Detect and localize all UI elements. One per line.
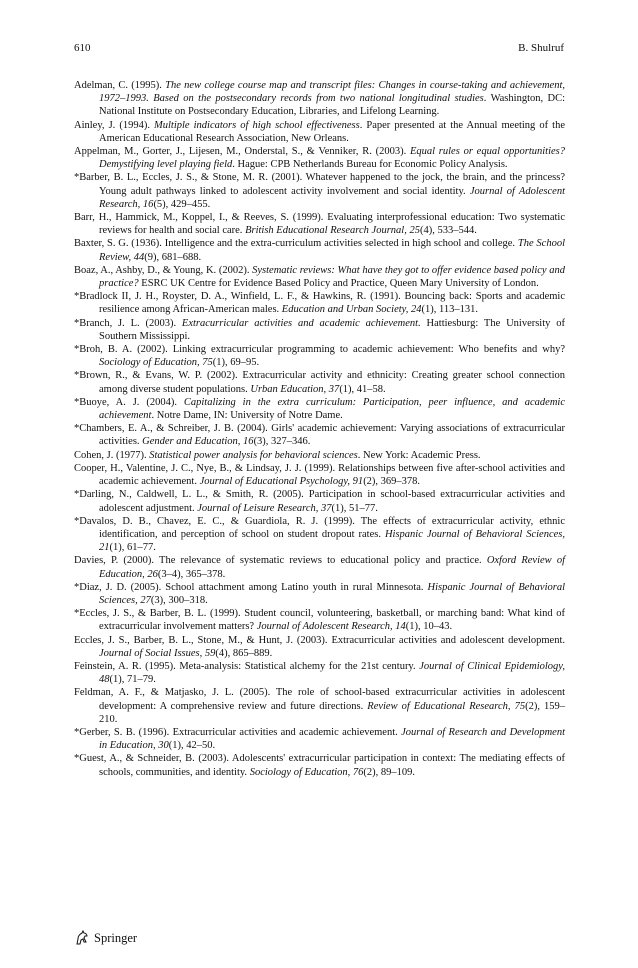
reference-source: Journal of Educational Psychology, 91 (199, 476, 364, 488)
reference-text: Feinstein, A. R. (1995). Meta-analysis: Statistical alchemy for the 21st century. (74, 660, 420, 672)
reference-text: (1), 10–43. (405, 621, 453, 633)
reference-text: (5), 429–455. (153, 198, 211, 210)
reference-entry (74, 726, 565, 752)
reference-source: Journal of Adolescent Research, 16 (99, 185, 566, 210)
reference-entry (74, 449, 565, 462)
reference-text: . New York: Academic Press. (357, 449, 481, 461)
reference-source: Sociology of Education, 75 (99, 357, 213, 369)
reference-text: *Eccles, J. S., & Barber, B. L. (1999). Student council, volunteering, basketball, or marching band: What kind of extracurricular involvement matters? (74, 608, 565, 633)
reference-entry (74, 488, 565, 514)
reference-text: *Darling, N., Caldwell, L. L., & Smith, R. (2005). Participation in school-based extracurricular activities and adolescent adjustment. (74, 489, 565, 514)
reference-text: *Guest, A., & Schneider, B. (2003). Adolescents' extracurricular participation in context: The mediating effects of schools, communities, and identity. (74, 753, 565, 778)
reference-entry (74, 211, 565, 237)
reference-entry (74, 462, 565, 488)
reference-text: *Chambers, E. A., & Schreiber, J. B. (2004). Girls' academic achievement: Varying associations of extracurricular activities. (74, 423, 565, 448)
reference-source: Journal of Social Issues, 59 (99, 647, 216, 659)
running-head: B. Shulruf (518, 42, 564, 54)
reference-text: *Bradlock II, J. H., Royster, D. A., Winfield, L. F., & Hawkins, R. (1991). Bouncing back: Sports and academic resilience among African-American males. (74, 291, 565, 316)
reference-text: *Diaz, J. D. (2005). School attachment among Latino youth in rural Minnesota. (74, 581, 428, 593)
reference-source: Gender and Education, 16 (142, 436, 254, 448)
reference-text: *Davalos, D. B., Chavez, E. C., & Guardiola, R. J. (1999). The effects of extracurricular activity, ethnic identification, and perception of school on student dropout rates. (74, 515, 565, 540)
reference-source: The School Review, 44 (99, 238, 566, 263)
reference-source: The new college course map and transcript files: Changes in course-taking and achievement, 1972–1993. Based on the postsecondary records from two national longitudinal studies (99, 80, 565, 105)
reference-text: (1), 61–77. (109, 542, 156, 554)
reference-text: (2), 159–210. (99, 700, 565, 725)
reference-entry (74, 581, 565, 607)
reference-source: Multiple indicators of high school effectiveness (154, 119, 360, 131)
reference-text: . Washington, DC: National Institute on Postsecondary Education, Libraries, and Lifelong Learning. (99, 93, 565, 118)
reference-text: Ainley, J. (1994). (74, 119, 154, 131)
reference-entry (74, 119, 565, 145)
page-footer (74, 930, 137, 946)
reference-text: (1), 113–131. (421, 304, 478, 316)
reference-entry (74, 686, 565, 726)
reference-source: Hispanic Journal of Behavioral Sciences, 21 (99, 528, 565, 554)
reference-text: Cooper, H., Valentine, J. C., Nye, B., & Lindsay, J. J. (1999). Relationships between five after-school activities and academic achievement. (74, 462, 565, 488)
reference-text: (9), 681–688. (144, 251, 202, 263)
reference-text: . Notre Dame, IN: University of Notre Dame. (151, 410, 343, 422)
reference-text: (3–4), 365–378. (157, 568, 226, 580)
reference-text: (1), 41–58. (339, 383, 386, 395)
reference-source: Capitalizing in the extra curriculum: Participation, peer influence, and academic achievement (99, 396, 565, 422)
reference-entry (74, 515, 565, 555)
reference-source: Education and Urban Society, 24 (281, 304, 422, 316)
reference-source: British Educational Research Journal, 25 (245, 225, 420, 237)
reference-text: Eccles, J. S., Barber, B. L., Stone, M., & Hunt, J. (2003). Extracurricular activities and adolescent development. (74, 634, 565, 646)
reference-text: *Buoye, A. J. (2004). (74, 396, 184, 408)
reference-entry (74, 343, 565, 369)
reference-text: *Gerber, S. B. (1996). Extracurricular activities and academic achievement. (74, 726, 402, 738)
reference-text: Hattiesburg: The University of Southern Mississippi. (99, 317, 565, 342)
reference-text: Cohen, J. (1977). (74, 449, 150, 461)
reference-source: Review of Educational Research, 75 (367, 700, 526, 712)
reference-text: (2), 369–378. (363, 476, 421, 488)
reference-text: (3), 300–318. (150, 594, 208, 606)
page-header (74, 42, 564, 56)
reference-text: Barr, H., Hammick, M., Koppel, I., & Reeves, S. (1999). Evaluating interprofessional education: Two systematic reviews for health and social care. (74, 212, 565, 237)
reference-text: *Brown, R., & Evans, W. P. (2002). Extracurricular activity and ethnicity: Creating greater school connection among diverse student populations. (74, 370, 565, 395)
reference-text: *Barber, B. L., Eccles, J. S., & Stone, M. R. (2001). Whatever happened to the jock, the brain, and the princess? Young adult pathways linked to adolescent activity involvement and social identity. (74, 172, 565, 197)
reference-source: Hispanic Journal of Behavioral Sciences, 27 (99, 581, 565, 606)
reference-list (74, 79, 565, 779)
reference-entry (74, 171, 565, 211)
reference-entry (74, 317, 565, 343)
reference-text: *Broh, B. A. (2002). Linking extracurricular programming to academic achievement: Who benefits and why? (74, 344, 565, 356)
reference-source: Urban Education, 37 (250, 383, 340, 395)
reference-entry (74, 290, 565, 316)
reference-text: ESRC UK Centre for Evidence Based Policy and Practice, Queen Mary University of London. (138, 278, 539, 290)
springer-horse-icon (74, 930, 90, 946)
publisher-name: Springer (94, 930, 138, 945)
reference-entry (74, 554, 565, 580)
reference-source: Journal of Adolescent Research, 14 (256, 621, 406, 633)
reference-source: Journal of Leisure Research, 37 (197, 502, 332, 514)
reference-entry (74, 79, 565, 119)
page-number: 610 (74, 42, 91, 54)
reference-source: Journal of Research and Development in Education, 30 (99, 726, 565, 752)
reference-entry (74, 422, 565, 448)
reference-text: (4), 865–889. (215, 647, 273, 659)
reference-text: Baxter, S. G. (1936). Intelligence and the extra-curriculum activities selected in high school and college. (74, 238, 518, 250)
reference-entry (74, 264, 565, 290)
reference-source: Statistical power analysis for behavioral sciences (149, 449, 358, 461)
reference-text: (3), 327–346. (253, 436, 311, 448)
reference-entry (74, 369, 565, 395)
reference-entry (74, 396, 565, 422)
reference-entry (74, 660, 565, 686)
reference-entry (74, 145, 565, 171)
reference-text: (1), 42–50. (168, 740, 216, 752)
reference-text: Davies, P. (2000). The relevance of systematic reviews to educational policy and practice. (74, 555, 487, 567)
reference-text: (1), 69–95. (212, 357, 260, 369)
reference-source: Equal rules or equal opportunities? Demystifying level playing field (99, 146, 565, 171)
reference-text: Adelman, C. (1995). (74, 80, 166, 91)
reference-entry (74, 237, 565, 263)
reference-text: . Hague: CPB Netherlands Bureau for Economic Policy Analysis. (232, 159, 508, 171)
reference-entry (74, 607, 565, 633)
reference-text: (2), 89–109. (363, 766, 416, 778)
reference-text: . Paper presented at the Annual meeting of the American Educational Research Association, New Orleans. (99, 119, 565, 144)
reference-text: Boaz, A., Ashby, D., & Young, K. (2002). (74, 264, 253, 276)
reference-source: Oxford Review of Education, 26 (99, 555, 565, 580)
reference-entry (74, 634, 565, 660)
reference-source: Sociology of Education, 76 (249, 766, 364, 778)
reference-source: Journal of Clinical Epidemiology, 48 (99, 660, 565, 686)
reference-source: Extracurricular activities and academic achievement. (181, 317, 421, 329)
reference-source: Systematic reviews: What have they got to offer evidence based policy and practice? (99, 264, 565, 290)
reference-text: *Branch, J. L. (2003). (74, 317, 182, 329)
reference-text: (4), 533–544. (419, 225, 477, 237)
reference-text: (1), 71–79. (109, 674, 156, 686)
reference-text: Appelman, M., Gorter, J., Lijesen, M., Onderstal, S., & Venniker, R. (2003). (74, 146, 410, 158)
reference-text: Feldman, A. F., & Matjasko, J. L. (2005). The role of school-based extracurricular activities in adolescent development: A comprehensive review and future directions. (74, 687, 565, 712)
reference-text: (1), 51–77. (331, 502, 378, 514)
reference-entry (74, 752, 565, 778)
